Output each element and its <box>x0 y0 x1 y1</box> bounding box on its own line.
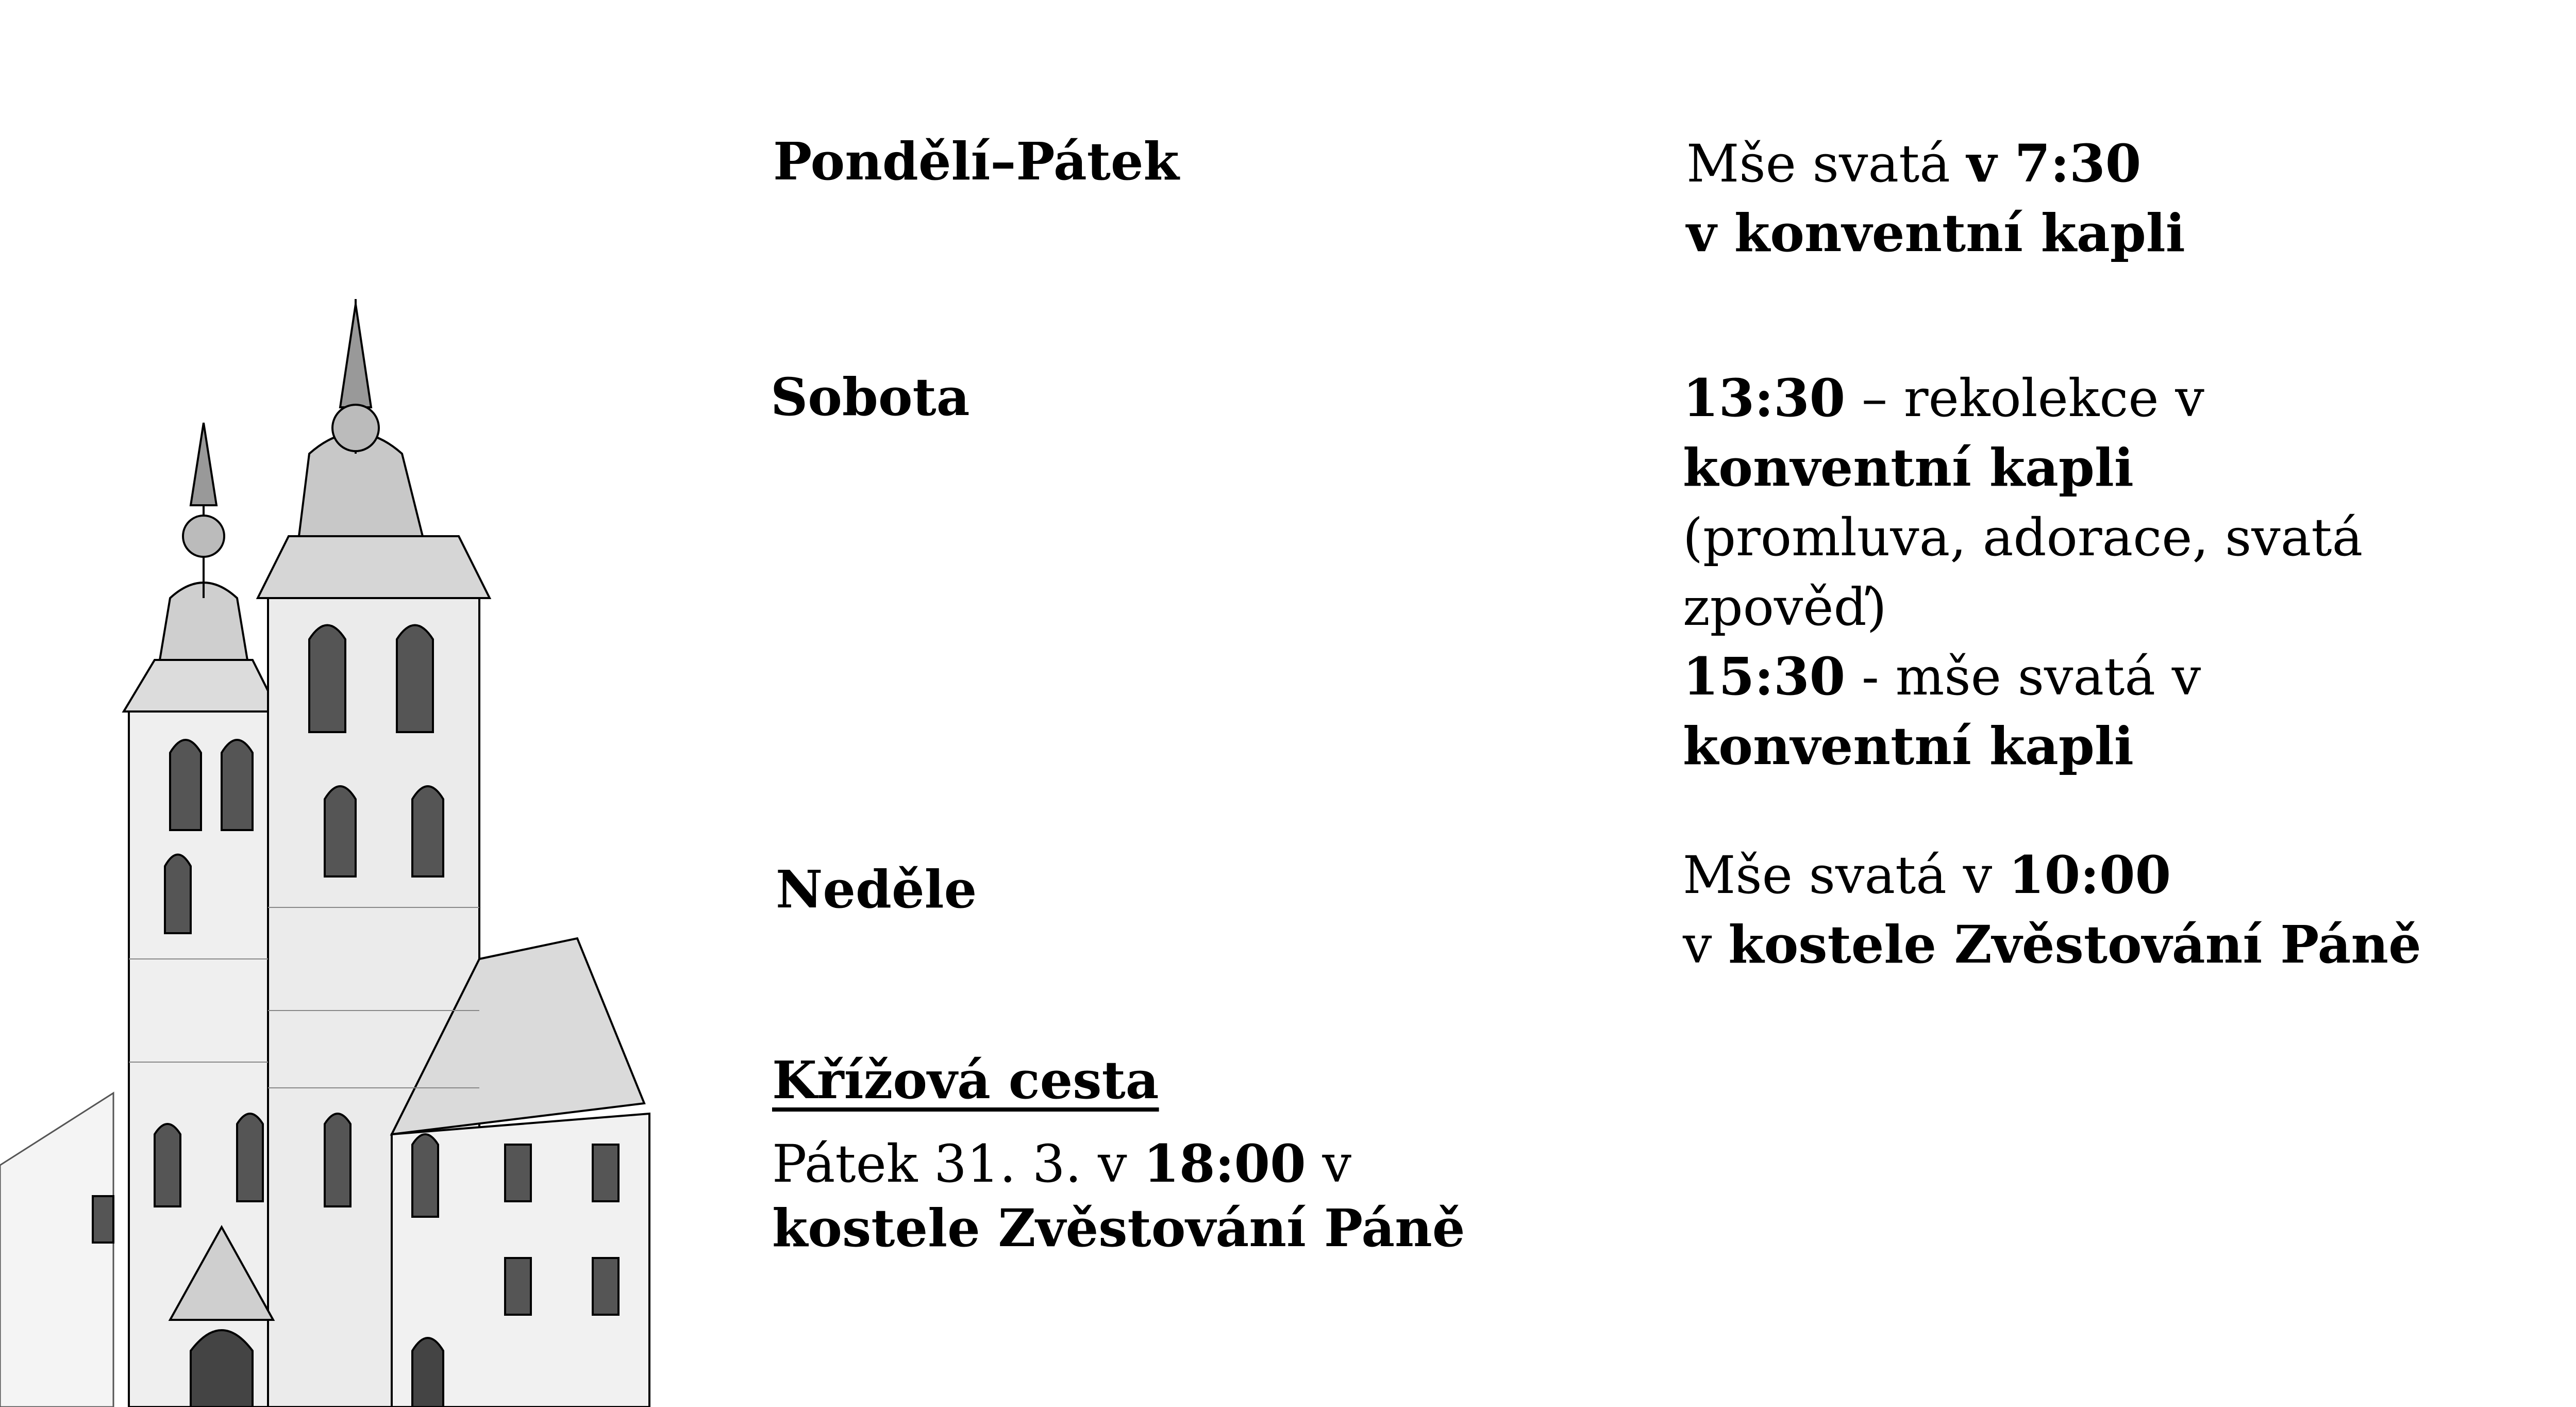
schedule-line <box>1683 503 2363 572</box>
stations-place: kostele Zvěstování Páně <box>772 1198 1465 1259</box>
schedule-text-bold: kostele Zvěstování Páně <box>1728 914 2421 975</box>
schedule-line <box>1683 572 2363 642</box>
schedule-info-saturday <box>1683 363 2363 781</box>
schedule-info-weekday <box>1686 129 2185 268</box>
day-label-pondeli-patek: Pondělí–Pátek <box>773 131 1179 192</box>
schedule-info-sunday <box>1683 840 2421 980</box>
schedule-text: – rekolekce v <box>1845 368 2204 428</box>
schedule-text-bold: konventní kapli <box>1683 437 2134 498</box>
schedule-text-bold: konventní kapli <box>1683 716 2134 776</box>
schedule-line <box>1686 129 2185 198</box>
schedule-text: Mše svatá v <box>1683 845 2009 905</box>
schedule-text-bold: v konventní kapli <box>1686 203 2185 263</box>
schedule-text: Mše svatá <box>1686 134 1967 194</box>
day-label-sobota: Sobota <box>771 367 970 427</box>
schedule-line <box>1683 711 2363 781</box>
schedule-line <box>1686 198 2185 268</box>
stations-time: 18:00 <box>1143 1133 1306 1194</box>
schedule-line <box>1683 910 2421 980</box>
stations-line-1 <box>772 1132 1465 1196</box>
schedule-line <box>1683 433 2363 503</box>
stations-line-2 <box>772 1196 1465 1261</box>
schedule-text: zpověď) <box>1683 577 1887 637</box>
schedule-text-bold: 13:30 <box>1683 368 1846 428</box>
church-sketch-icon <box>0 289 722 1407</box>
stations-of-cross-details <box>772 1132 1465 1261</box>
schedule-text: - mše svatá v <box>1845 647 2201 707</box>
schedule-text-bold: 10:00 <box>2008 845 2171 905</box>
schedule-text: (promluva, adorace, svatá <box>1683 507 2363 568</box>
schedule-line <box>1683 840 2421 910</box>
stations-connector: v <box>1306 1134 1351 1194</box>
stations-of-cross-title: Křížová cesta <box>772 1050 1159 1111</box>
schedule-text-bold: 15:30 <box>1683 646 1846 707</box>
schedule-line <box>1683 642 2363 711</box>
day-label-nedele: Neděle <box>776 859 977 920</box>
schedule-text: v <box>1683 915 1729 975</box>
schedule-text-bold: v 7:30 <box>1966 133 2142 194</box>
stations-date: Pátek 31. 3. v <box>772 1134 1144 1194</box>
schedule-line <box>1683 363 2363 433</box>
